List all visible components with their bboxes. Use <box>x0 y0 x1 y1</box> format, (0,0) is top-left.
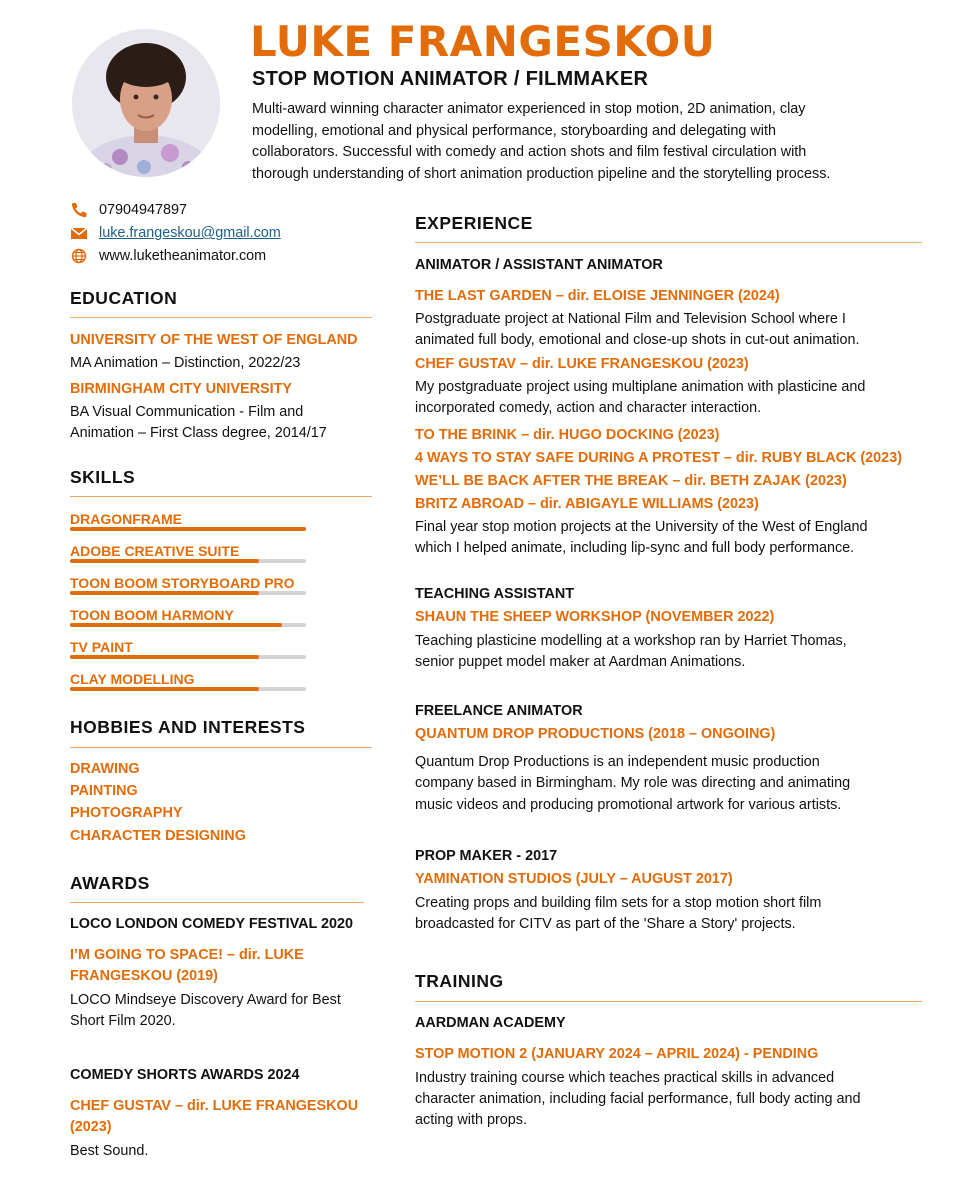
email-icon <box>70 225 88 241</box>
award-desc: LOCO Mindseye Discovery Award for Best <box>70 992 341 1008</box>
skill-label: ADOBE CREATIVE SUITE <box>70 543 240 559</box>
experience-divider <box>415 242 922 243</box>
school-name: UNIVERSITY OF THE WEST OF ENGLAND <box>70 332 358 348</box>
project-desc: Final year stop motion projects at the University of the West of England <box>415 519 868 535</box>
contact-email[interactable] <box>70 225 281 241</box>
job-role: FREELANCE ANIMATOR <box>415 703 583 719</box>
project-title: BRITZ ABROAD – dir. ABIGAYLE WILLIAMS (2023) <box>415 496 759 512</box>
email-link[interactable]: luke.frangeskou@gmail.com <box>99 225 281 241</box>
degree-text: Animation – First Class degree, 2014/17 <box>70 425 327 441</box>
award-festival: COMEDY SHORTS AWARDS 2024 <box>70 1067 300 1083</box>
training-desc: Industry training course which teaches practical skills in advanced <box>415 1070 835 1086</box>
project-title: YAMINATION STUDIOS (JULY – AUGUST 2017) <box>415 871 733 887</box>
hobby-item: DRAWING <box>70 761 140 777</box>
project-desc: animated full body, emotional and close-up shots in cut-out animation. <box>415 332 860 348</box>
phone-icon <box>70 202 88 218</box>
project-desc: music videos and producing promotional artwork for various artists. <box>415 797 842 813</box>
hobby-item: CHARACTER DESIGNING <box>70 828 246 844</box>
job-title: STOP MOTION ANIMATOR / FILMMAKER <box>252 68 649 90</box>
skills-heading: SKILLS <box>70 467 136 487</box>
training-course: STOP MOTION 2 (JANUARY 2024 – APRIL 2024) - PENDING <box>415 1046 819 1062</box>
skill-bar-fill <box>70 527 306 531</box>
project-desc: Postgraduate project at National Film and Television School where I <box>415 311 846 327</box>
profile-photo <box>72 29 220 177</box>
project-desc: senior puppet model maker at Aardman Animations. <box>415 654 746 670</box>
school-name: BIRMINGHAM CITY UNIVERSITY <box>70 381 293 397</box>
award-desc: Best Sound. <box>70 1143 149 1159</box>
skill-label: TOON BOOM STORYBOARD PRO <box>70 575 295 591</box>
award-film: FRANGESKOU (2019) <box>70 968 218 984</box>
project-title: THE LAST GARDEN – dir. ELOISE JENNINGER (2024) <box>415 288 780 304</box>
project-desc: company based in Birmingham. My role was directing and animating <box>415 775 851 791</box>
hobbies-divider <box>70 747 372 748</box>
experience-heading: EXPERIENCE <box>415 213 533 233</box>
skill-bar <box>70 655 306 659</box>
contact-website <box>70 248 266 264</box>
skill-label: TV PAINT <box>70 639 133 655</box>
job-role: ANIMATOR / ASSISTANT ANIMATOR <box>415 257 663 273</box>
training-desc: character animation, including facial performance, full body acting and <box>415 1091 861 1107</box>
hobby-item: PHOTOGRAPHY <box>70 805 183 821</box>
project-title: TO THE BRINK – dir. HUGO DOCKING (2023) <box>415 427 720 443</box>
project-title: WE’LL BE BACK AFTER THE BREAK – dir. BETH ZAJAK (2023) <box>415 473 847 489</box>
education-heading: EDUCATION <box>70 288 178 308</box>
project-title: QUANTUM DROP PRODUCTIONS (2018 – ONGOING) <box>415 726 776 742</box>
award-desc: Short Film 2020. <box>70 1013 176 1029</box>
awards-divider <box>70 902 364 903</box>
job-role: PROP MAKER - 2017 <box>415 848 558 864</box>
website-url: www.luketheanimator.com <box>99 248 267 264</box>
skills-divider <box>70 496 372 497</box>
summary-line: thorough understanding of short animation production pipeline and the storytelling process. <box>252 165 831 182</box>
project-desc: which I helped animate, including lip-sync and full body performance. <box>415 540 855 556</box>
project-title: SHAUN THE SHEEP WORKSHOP (NOVEMBER 2022) <box>415 609 775 625</box>
summary-line: Multi-award winning character animator experienced in stop motion, 2D animation, clay <box>252 101 806 117</box>
project-title: CHEF GUSTAV – dir. LUKE FRANGESKOU (2023) <box>415 356 749 372</box>
hobby-item: PAINTING <box>70 783 138 799</box>
project-desc: Quantum Drop Productions is an independent music production <box>415 754 820 770</box>
project-desc: broadcasted for CITV as part of the 'Share a Story' projects. <box>415 916 796 932</box>
training-divider <box>415 1001 922 1002</box>
training-provider: AARDMAN ACADEMY <box>415 1015 566 1031</box>
contact-phone <box>70 202 187 218</box>
skill-bar-fill <box>70 559 259 563</box>
degree-text: MA Animation – Distinction, 2022/23 <box>70 355 301 371</box>
skill-bar-fill <box>70 655 259 659</box>
portrait-image <box>72 29 220 177</box>
project-desc: incorporated comedy, action and character interaction. <box>415 400 762 416</box>
candidate-name: LUKE FRANGESKOU <box>250 17 716 66</box>
phone-number: 07904947897 <box>99 202 188 218</box>
training-heading: TRAINING <box>415 971 504 991</box>
project-desc: Teaching plasticine modelling at a workshop ran by Harriet Thomas, <box>415 633 847 649</box>
training-desc: acting with props. <box>415 1112 527 1128</box>
awards-heading: AWARDS <box>70 873 150 893</box>
job-role: TEACHING ASSISTANT <box>415 586 575 602</box>
globe-icon <box>70 248 88 264</box>
award-film: I’M GOING TO SPACE! – dir. LUKE <box>70 947 304 963</box>
project-desc: Creating props and building film sets for a stop motion short film <box>415 895 822 911</box>
summary-line: modelling, emotional and physical performance, storyboarding and delegating with <box>252 122 776 139</box>
skill-bar <box>70 559 306 563</box>
skill-bar-fill <box>70 591 259 595</box>
skill-bar <box>70 623 306 627</box>
skill-label: TOON BOOM HARMONY <box>70 607 234 623</box>
project-title: 4 WAYS TO STAY SAFE DURING A PROTEST – dir. RUBY BLACK (2023) <box>415 450 902 466</box>
skill-label: DRAGONFRAME <box>70 511 182 527</box>
degree-text: BA Visual Communication - Film and <box>70 404 304 420</box>
skill-label: CLAY MODELLING <box>70 671 195 687</box>
skill-bar <box>70 591 306 595</box>
award-festival: LOCO LONDON COMEDY FESTIVAL 2020 <box>70 916 354 932</box>
hobbies-heading: HOBBIES AND INTERESTS <box>70 717 306 737</box>
skill-bar <box>70 527 306 531</box>
skill-bar <box>70 687 306 691</box>
project-desc: My postgraduate project using multiplane animation with plasticine and <box>415 379 866 395</box>
award-film: (2023) <box>70 1119 112 1135</box>
profile-summary <box>252 99 902 185</box>
education-divider <box>70 317 372 318</box>
skill-bar-fill <box>70 623 282 627</box>
summary-line: collaborators. Successful with comedy and action shots and film festival circulation with <box>252 144 807 160</box>
skill-bar-fill <box>70 687 259 691</box>
award-film: CHEF GUSTAV – dir. LUKE FRANGESKOU <box>70 1098 359 1114</box>
